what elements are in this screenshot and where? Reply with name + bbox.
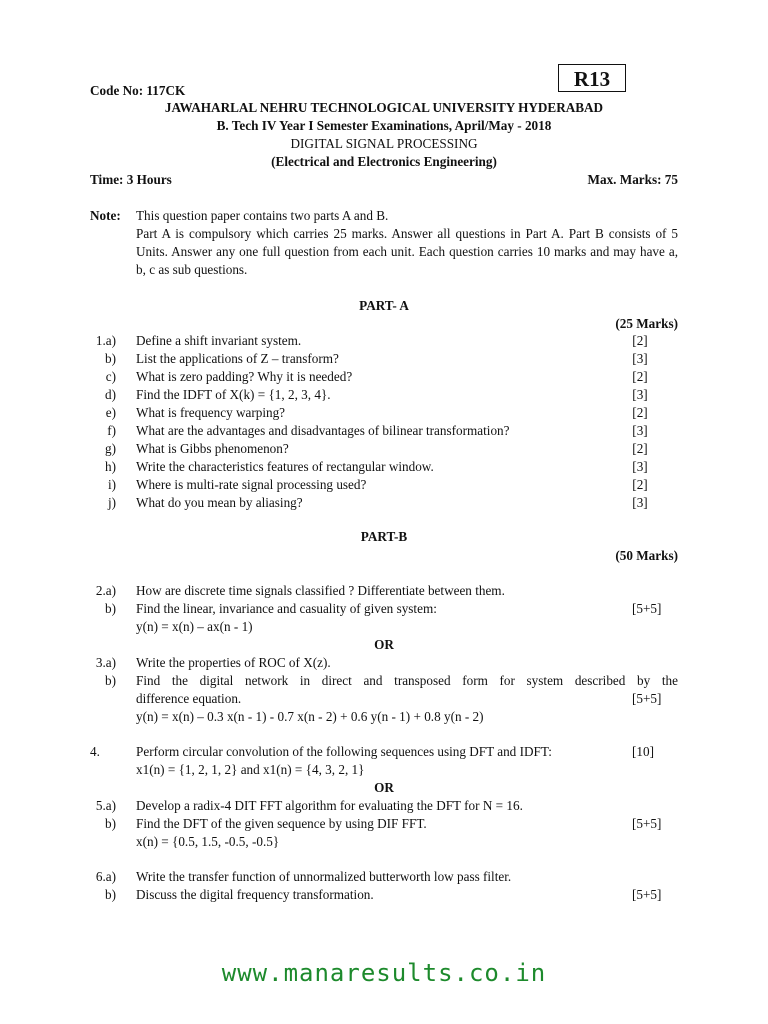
note-line: This question paper contains two parts A and B.	[136, 208, 389, 223]
branch-title: (Electrical and Electronics Engineering)	[271, 154, 497, 169]
question-marks: [5+5]	[632, 816, 662, 831]
note-label: Note:	[90, 208, 121, 223]
question-text: How are discrete time signals classified ? Differentiate between them.	[136, 583, 505, 598]
question-marks: [2]	[632, 477, 648, 492]
question-text: Find the IDFT of X(k) = {1, 2, 3, 4}.	[136, 387, 331, 402]
question-text: Find the digital network in direct and transposed form for system described by the	[136, 673, 678, 688]
question-marks: [3]	[632, 351, 648, 366]
question-number: 4.	[90, 744, 100, 759]
university-name: JAWAHARLAL NEHRU TECHNOLOGICAL UNIVERSITY HYDERABAD	[164, 100, 604, 115]
question-number: g)	[105, 441, 116, 456]
or-separator: OR	[374, 780, 394, 795]
equation: x(n) = {0.5, 1.5, -0.5, -0.5}	[136, 834, 280, 849]
question-text: Where is multi-rate signal processing used?	[136, 477, 367, 492]
question-text: What are the advantages and disadvantages of bilinear transformation?	[136, 423, 510, 438]
question-number: b)	[105, 673, 116, 688]
question-marks: [3]	[632, 459, 648, 474]
part-b-title: PART-B	[360, 529, 408, 544]
course-code: Code No: 117CK	[90, 83, 186, 98]
question-number: c)	[105, 369, 116, 384]
question-text: Perform circular convolution of the following sequences using DFT and IDFT:	[136, 744, 552, 759]
question-text: Find the DFT of the given sequence by using DIF FFT.	[136, 816, 427, 831]
part-a-title: PART- A	[359, 298, 409, 313]
question-marks: [5+5]	[632, 601, 662, 616]
question-number: 6.a)	[95, 869, 116, 884]
part-a-marks: (25 Marks)	[615, 316, 678, 331]
subject-title: DIGITAL SIGNAL PROCESSING	[290, 136, 478, 151]
question-text: Discuss the digital frequency transformation.	[136, 887, 374, 902]
max-marks: Max. Marks: 75	[587, 172, 678, 187]
question-number: b)	[105, 887, 116, 902]
question-text: Develop a radix-4 DIT FFT algorithm for evaluating the DFT for N = 16.	[136, 798, 523, 813]
question-text: What is frequency warping?	[136, 405, 286, 420]
question-text: Write the characteristics features of rectangular window.	[136, 459, 434, 474]
question-number: 5.a)	[95, 798, 116, 813]
question-number: h)	[105, 459, 116, 474]
note-paragraph: Part A is compulsory which carries 25 marks. Answer all questions in Part A. Part B consists of 5 Units. Answer any one full question from each unit. Each question carries 10 marks and may have a, b, c as sub questions.	[136, 226, 678, 277]
exam-time: Time: 3 Hours	[90, 172, 172, 187]
question-marks: [10]	[632, 744, 654, 759]
equation: y(n) = x(n) – 0.3 x(n - 1) - 0.7 x(n - 2) + 0.6 y(n - 1) + 0.8 y(n - 2)	[136, 709, 484, 724]
question-number: j)	[107, 495, 116, 510]
regulation-badge: R13	[558, 64, 626, 92]
question-marks: [2]	[632, 333, 648, 348]
exam-title: B. Tech IV Year I Semester Examinations, April/May - 2018	[216, 118, 552, 133]
question-number: 3.a)	[95, 655, 116, 670]
question-marks: [3]	[632, 423, 648, 438]
question-text: List the applications of Z – transform?	[136, 351, 339, 366]
question-number: 1.a)	[95, 333, 116, 348]
question-number: 2.a)	[95, 583, 116, 598]
question-text: What is zero padding? Why it is needed?	[136, 369, 353, 384]
question-number: f)	[107, 423, 116, 438]
question-marks: [3]	[632, 495, 648, 510]
question-text: Define a shift invariant system.	[136, 333, 302, 348]
question-text: Write the transfer function of unnormalized butterworth low pass filter.	[136, 869, 512, 884]
website-watermark[interactable]: www.manaresults.co.in	[221, 959, 547, 987]
question-marks: [3]	[632, 387, 648, 402]
question-number: d)	[105, 387, 116, 402]
question-marks: [2]	[632, 369, 648, 384]
question-number: b)	[105, 816, 116, 831]
or-separator: OR	[374, 637, 394, 652]
equation: x1(n) = {1, 2, 1, 2} and x1(n) = {4, 3, 2, 1}	[136, 762, 365, 777]
question-text-continued: difference equation.	[136, 691, 242, 706]
question-marks: [5+5]	[632, 887, 662, 902]
question-number: e)	[105, 405, 116, 420]
question-number: i)	[107, 477, 116, 492]
question-marks: [2]	[632, 405, 648, 420]
question-number: b)	[105, 601, 116, 616]
question-text: What is Gibbs phenomenon?	[136, 441, 289, 456]
question-marks: [5+5]	[632, 691, 662, 706]
question-text: What do you mean by aliasing?	[136, 495, 303, 510]
question-text: Find the linear, invariance and casuality of given system:	[136, 601, 437, 616]
part-b-marks: (50 Marks)	[615, 548, 678, 563]
equation: y(n) = x(n) – ax(n - 1)	[136, 619, 253, 634]
question-marks: [2]	[632, 441, 648, 456]
question-text: Write the properties of ROC of X(z).	[136, 655, 331, 670]
question-number: b)	[105, 351, 116, 366]
